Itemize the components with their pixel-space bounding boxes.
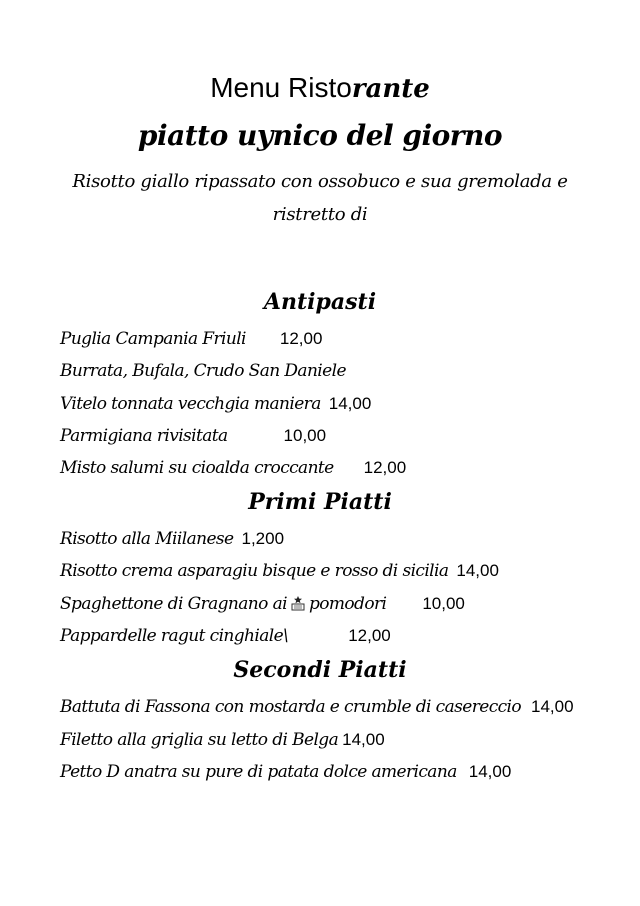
menu-item-price: 14,00	[456, 561, 499, 580]
menu-item-price: 14,00	[468, 762, 512, 781]
menu-item	[60, 358, 346, 384]
menu-item	[60, 326, 322, 352]
dish-of-the-day-heading: piatto uynico del giorno	[137, 119, 503, 152]
section-title-secondi-piatti: Secondi Piatti	[233, 657, 407, 683]
menu-item-price: 1,200	[241, 529, 285, 548]
menu-item	[60, 694, 574, 720]
menu-item-price: 12,00	[348, 626, 391, 645]
menu-item	[60, 423, 326, 449]
menu-title-plain: Menu Risto	[210, 72, 352, 103]
menu-item	[60, 455, 406, 481]
menu-item	[60, 623, 391, 649]
section-title-primi-piatti: Primi Piatti	[248, 489, 392, 515]
menu-item-name: Misto salumi su cioalda croccante	[60, 458, 334, 478]
menu-item-name: Risotto crema asparagiu bisque e rosso di sicilia	[60, 561, 449, 581]
dish-of-the-day-line-1: Risotto giallo ripassato con ossobuco e sua gremolada e	[72, 171, 568, 192]
menu-item-name: Parmigiana rivisitata	[60, 426, 228, 446]
menu-item-name: Battuta di Fassona con mostarda e crumble di casereccio	[60, 697, 522, 717]
menu-item-name: Burrata, Bufala, Crudo San Daniele	[60, 361, 346, 381]
menu-item-price: 14,00	[531, 697, 574, 716]
menu-item	[60, 526, 284, 552]
menu-item-name: Petto D anatra su pure di patata dolce americana	[60, 762, 457, 782]
menu-item-name: Pappardelle ragut cinghiale\	[60, 626, 289, 646]
decorative-stamp-icon	[290, 593, 306, 609]
menu-item-name: Filetto alla griglia su letto di Belga	[60, 730, 339, 750]
menu-item-price: 12,00	[363, 458, 407, 477]
menu-item-price: 10,00	[283, 426, 327, 445]
menu-title-script: rante	[351, 74, 430, 104]
menu-item	[60, 391, 371, 417]
menu-item-name: Vitelo tonnata vecchgia maniera	[60, 394, 321, 414]
menu-item	[60, 759, 511, 785]
menu-item-name: Risotto alla Miilanese	[60, 529, 234, 549]
menu-item-price: 10,00	[422, 594, 465, 613]
menu-item	[60, 558, 499, 584]
menu-item-price: 14,00	[342, 730, 385, 749]
menu-item-price: 14,00	[328, 394, 372, 413]
menu-item	[60, 727, 385, 753]
menu-item-name-continued: pomodori	[308, 594, 387, 614]
menu-item-name: Puglia Campania Friuli	[60, 329, 246, 349]
menu-item	[60, 591, 465, 617]
menu-item-price: 12,00	[279, 329, 323, 348]
dish-of-the-day-description	[60, 165, 580, 231]
section-title-antipasti: Antipasti	[263, 289, 377, 315]
menu-item-name: Spaghettone di Gragnano ai	[60, 594, 287, 614]
menu-title	[0, 70, 640, 107]
dish-of-the-day-line-2: ristretto di	[272, 204, 368, 225]
